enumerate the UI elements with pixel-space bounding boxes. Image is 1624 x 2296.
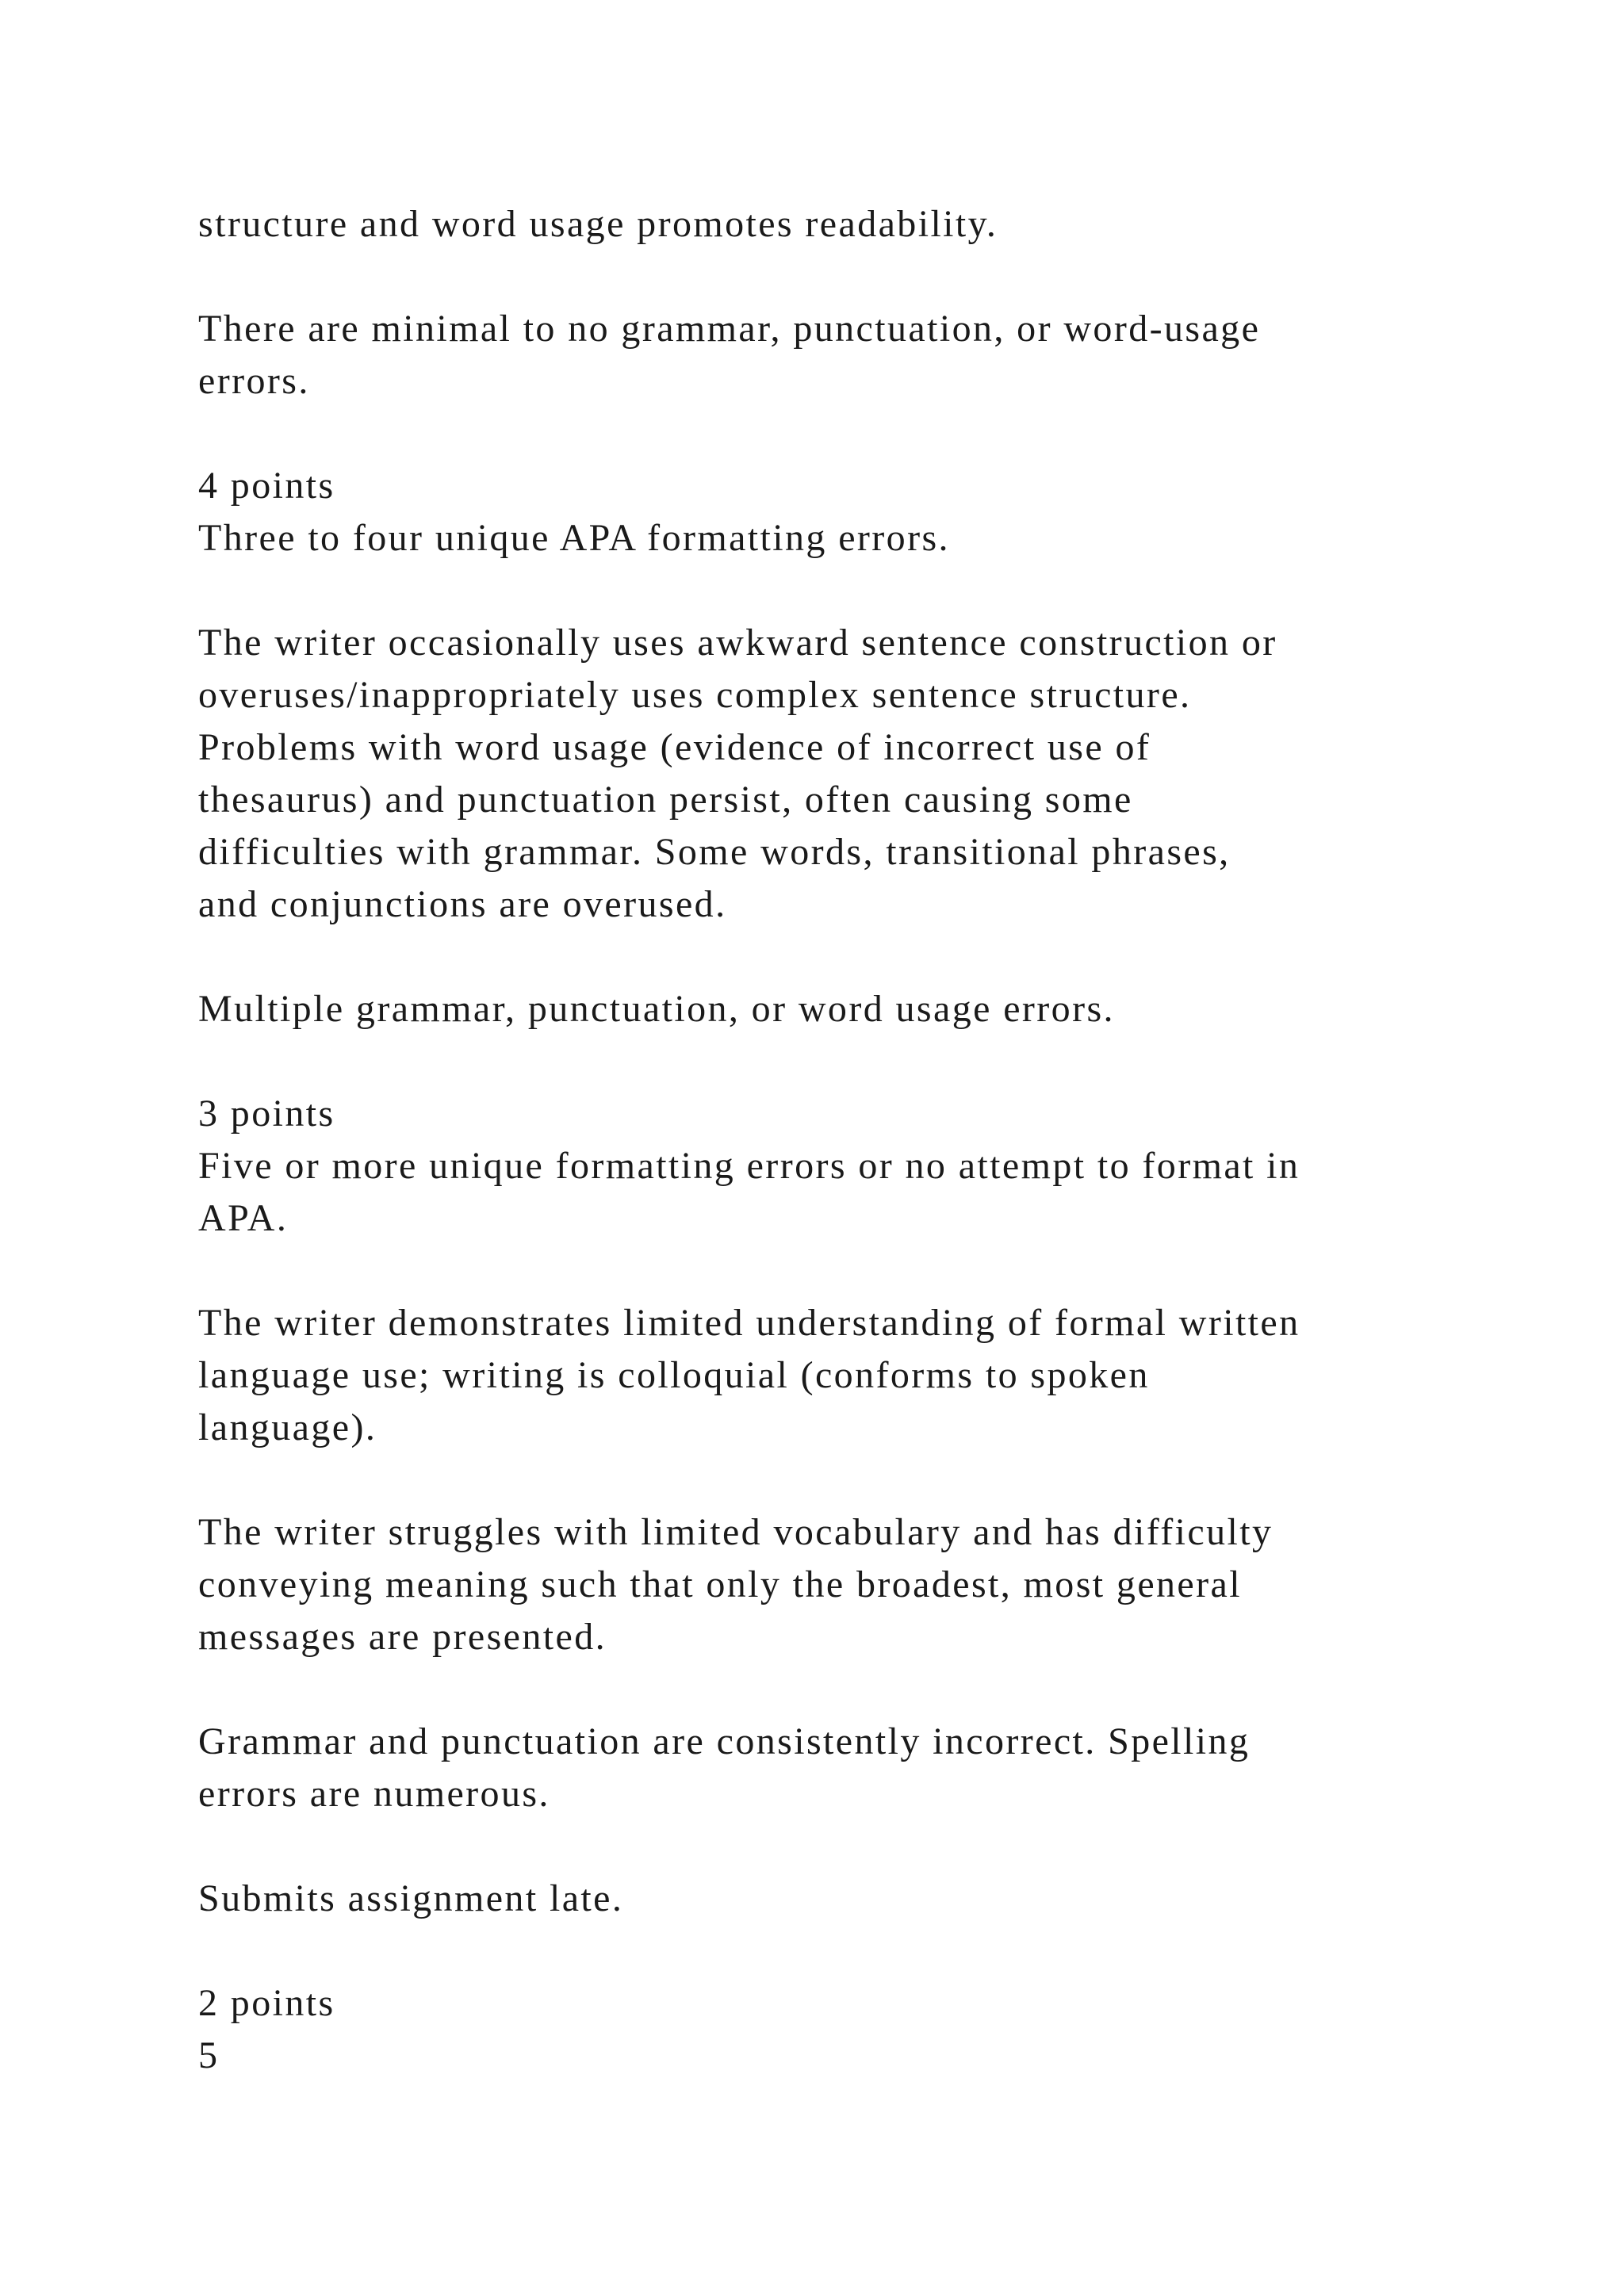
text-line: Three to four unique APA formatting errors. <box>198 517 950 559</box>
text-line: structure and word usage promotes readability. <box>198 203 998 245</box>
text-line: APA. <box>198 1197 289 1239</box>
points-label: 4 points <box>198 465 335 507</box>
points-label: 3 points <box>198 1093 335 1135</box>
text-line: language use; writing is colloquial (conforms to spoken <box>198 1354 1150 1396</box>
text-line: Submits assignment late. <box>198 1877 624 1919</box>
text-line: Multiple grammar, punctuation, or word usage errors. <box>198 988 1115 1030</box>
text-line: The writer occasionally uses awkward sentence construction or <box>198 622 1277 664</box>
text-line: errors. <box>198 360 310 402</box>
text-line: Five or more unique formatting errors or no attempt to format in <box>198 1145 1300 1187</box>
text-line: difficulties with grammar. Some words, transitional phrases, <box>198 831 1231 873</box>
text-line: and conjunctions are overused. <box>198 883 727 925</box>
text-line: messages are presented. <box>198 1616 607 1658</box>
text-line: conveying meaning such that only the broadest, most general <box>198 1563 1242 1605</box>
text-line: errors are numerous. <box>198 1773 550 1815</box>
text-line: Problems with word usage (evidence of incorrect use of <box>198 726 1151 768</box>
text-line: thesaurus) and punctuation persist, often causing some <box>198 779 1133 821</box>
page-number: 5 <box>198 2034 220 2076</box>
text-line: The writer struggles with limited vocabulary and has difficulty <box>198 1511 1274 1553</box>
points-label: 2 points <box>198 1982 335 2024</box>
text-line: overuses/inappropriately uses complex sentence structure. <box>198 674 1192 716</box>
text-line: There are minimal to no grammar, punctuation, or word-usage <box>198 308 1261 350</box>
text-line: language). <box>198 1406 377 1448</box>
text-line: Grammar and punctuation are consistently incorrect. Spelling <box>198 1720 1251 1762</box>
text-line: The writer demonstrates limited understanding of formal written <box>198 1302 1300 1344</box>
